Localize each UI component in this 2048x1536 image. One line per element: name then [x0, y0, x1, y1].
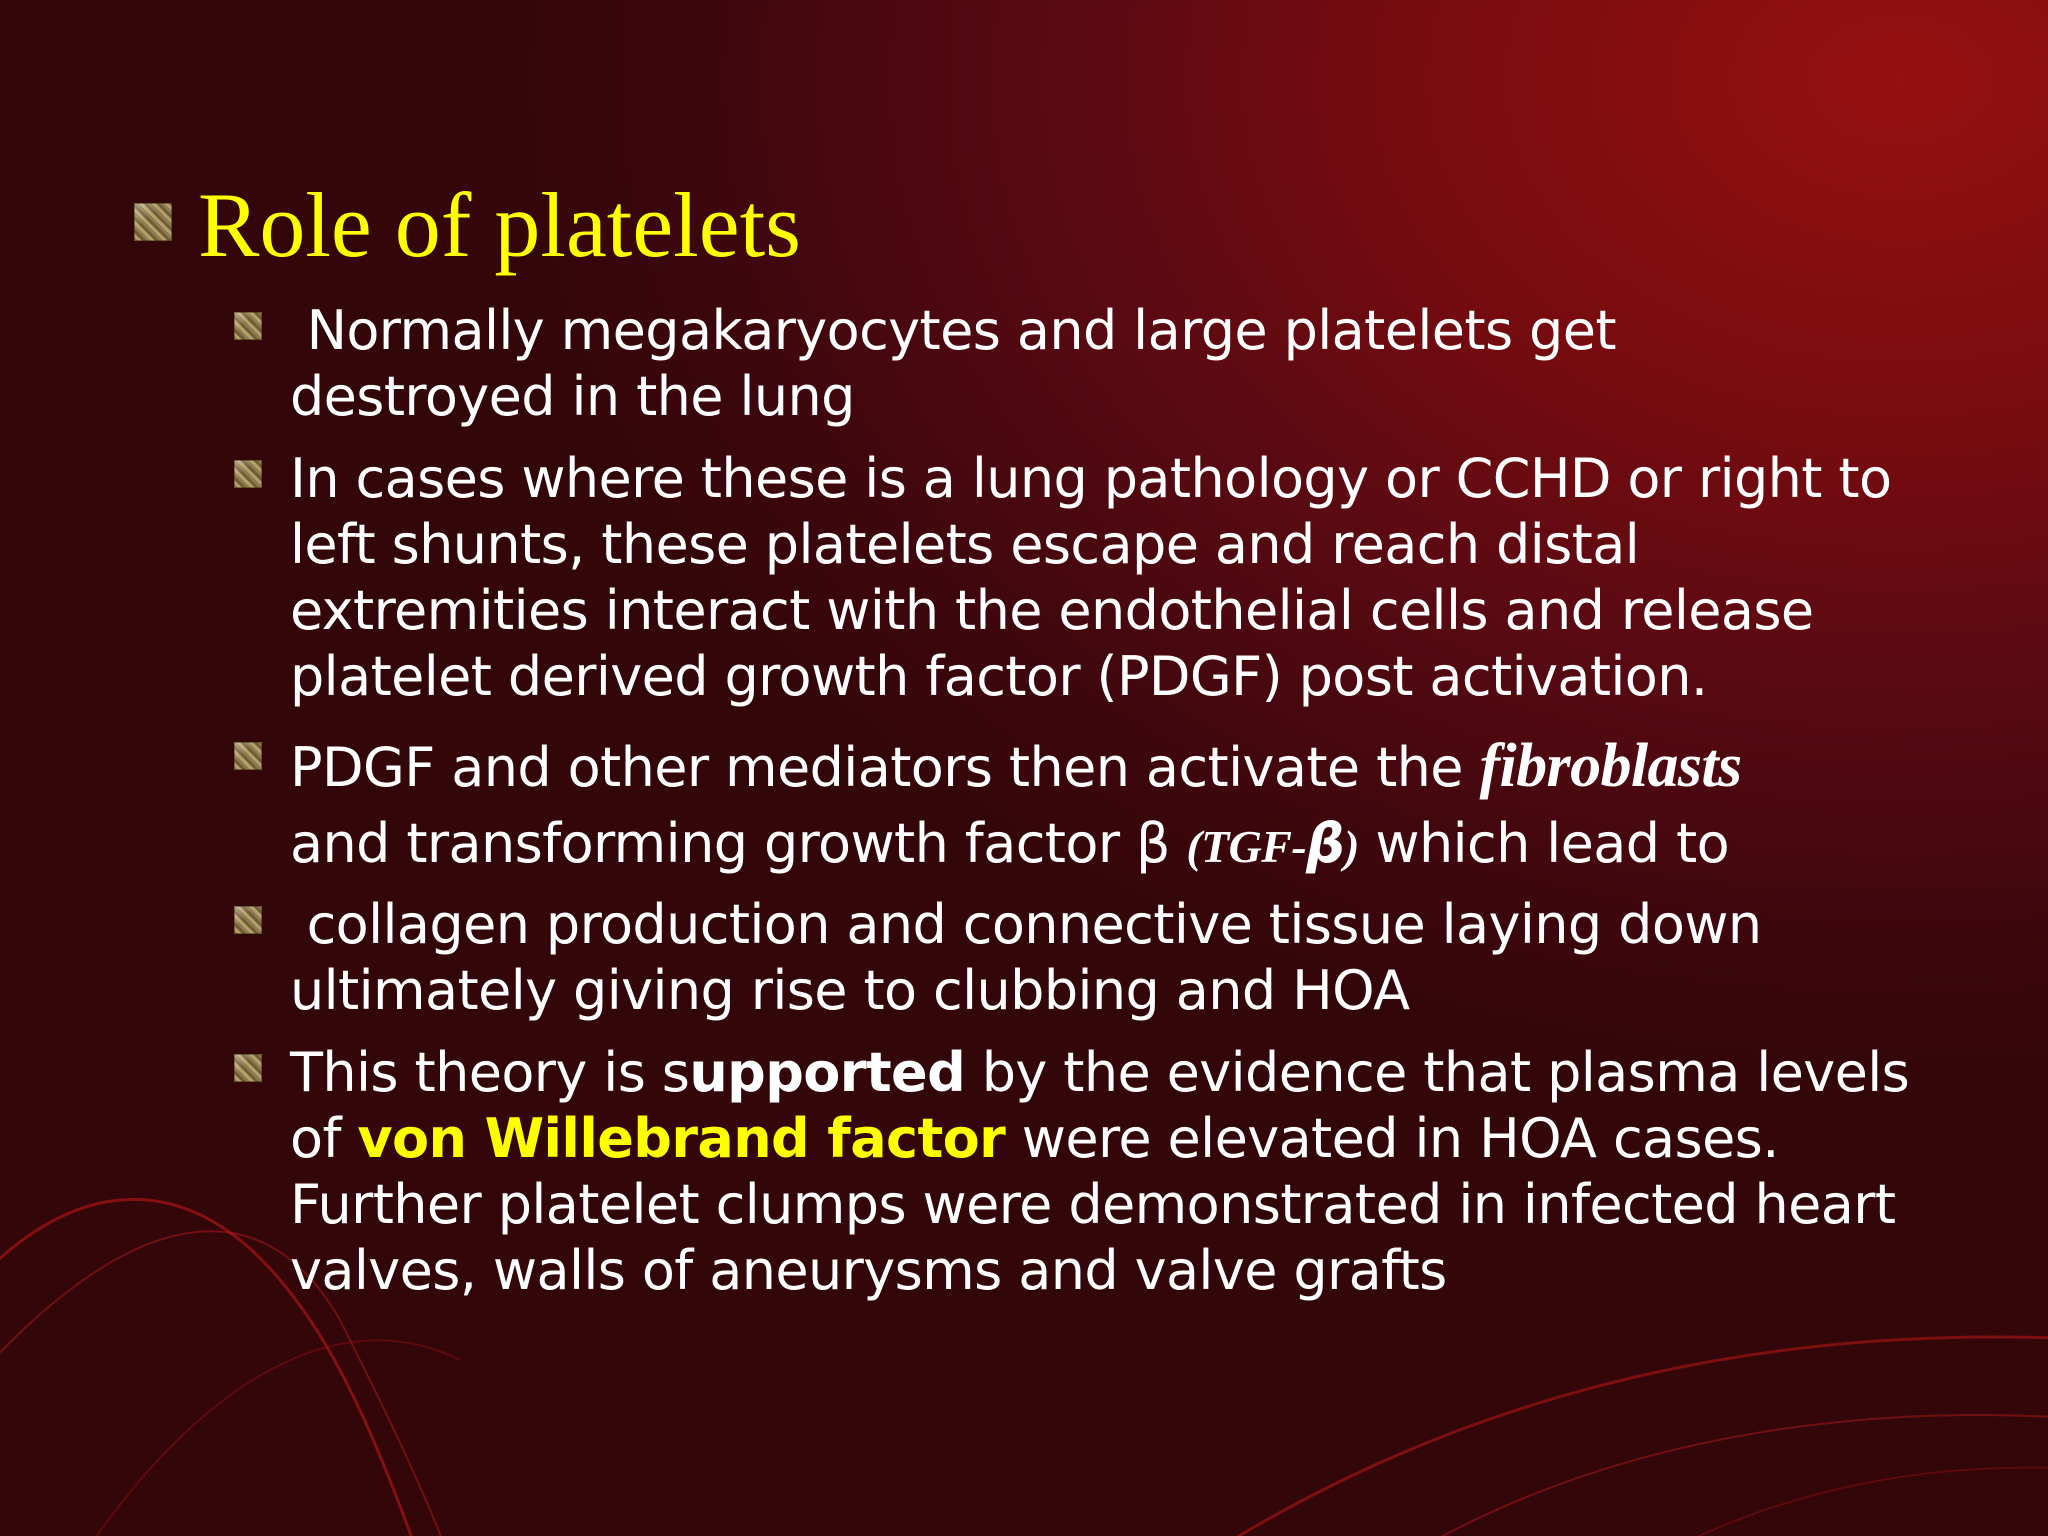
textured-square-bullet-icon — [234, 1054, 262, 1082]
textured-square-bullet-icon — [134, 203, 172, 241]
bullet-3-part2: and transforming growth factor β — [290, 812, 1187, 875]
swirl-line-6 — [1650, 1468, 2048, 1536]
bullet-5-part3: were elevated in HOA cases. Further platelet clumps were demonstrated in infected heart valves, walls of aneurysms and valve grafts — [290, 1107, 1896, 1302]
textured-square-bullet-icon — [234, 312, 262, 340]
bullet-5-supported: upported — [689, 1041, 966, 1104]
bullet-3-tgf-close: ) — [1344, 821, 1359, 872]
textured-square-bullet-icon — [234, 906, 262, 934]
swirl-line-4 — [1200, 1337, 2048, 1536]
textured-square-bullet-icon — [234, 742, 262, 770]
bullet-3-tgf-beta: β — [1306, 812, 1345, 875]
bullet-text-4: collagen production and connective tissue laying down ultimately giving rise to clubbing and HOA — [290, 893, 1779, 1022]
bullet-3-fibroblasts: fibroblasts — [1479, 732, 1742, 800]
bullet-5-part2: by the evidence that plasma levels of — [290, 1041, 1910, 1170]
bullet-text-5 — [290, 1040, 1950, 1304]
bullet-3-tgf-open: (TGF- — [1186, 821, 1307, 872]
bullet-5-part1: This theory is s — [290, 1041, 690, 1104]
bullet-text-3 — [290, 728, 1930, 885]
bullet-3-part1: PDGF and other mediators then activate the — [290, 736, 1480, 799]
bullet-3-part3: which lead to — [1358, 812, 1730, 875]
textured-square-bullet-icon — [234, 460, 262, 488]
bullet-text-1: Normally megakaryocytes and large platelets get destroyed in the lung — [290, 299, 1633, 428]
swirl-line-5 — [1400, 1415, 2048, 1536]
bullet-5-von-willebrand: von Willebrand factor — [357, 1107, 1006, 1170]
bullet-text-2: In cases where these is a lung pathology or CCHD or right to left shunts, these platelets escape and reach distal extremities interact with the endothelial cells and release platelet derived growth factor (PDGF) post activation. — [290, 447, 1892, 708]
swirl-line-3 — [80, 1340, 460, 1536]
slide-title: Role of platelets — [198, 174, 801, 276]
